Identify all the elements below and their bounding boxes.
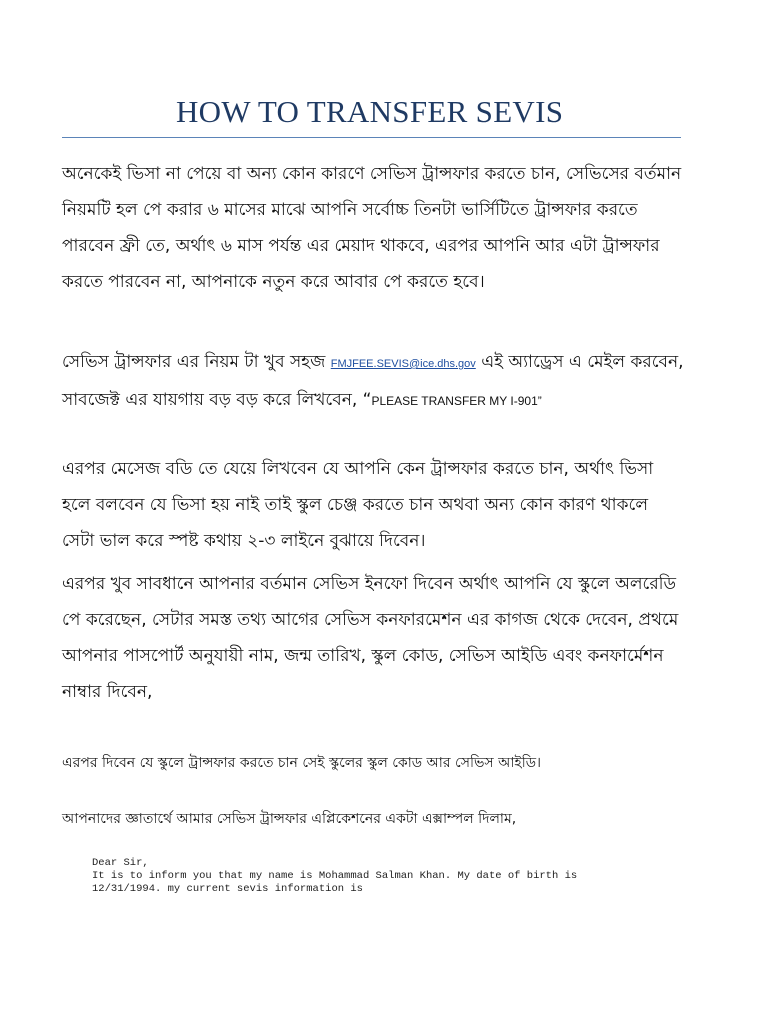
example-letter xyxy=(92,857,712,896)
letter-line: 12/31/1994. my current sevis information is xyxy=(92,883,363,895)
paragraph-intro: অনেকেই ভিসা না পেয়ে বা অন্য কোন কারণে সেভিস ট্রান্সফার করতে চান, সেভিসের বর্তমান নিয়মটি হল পে করার ৬ মাসের মাঝে আপনি সর্বোচ্চ তিনটা ভার্সিটিতে ট্রান্সফার করতে পারবেন ফ্রী তে, অর্থাৎ ৬ মাস পর্যন্ত এর মেয়াদ থাকবে, এরপর আপনি আর এটা ট্রান্সফার করতে পারবেন না, আপনাকে নতুন করে আবার পে করতে হবে। xyxy=(62,164,682,292)
paragraph-email-rule xyxy=(62,344,684,419)
paragraph-new-school: এরপর দিবেন যে স্কুলে ট্রান্সফার করতে চান সেই স্কুলের স্কুল কোড আর সেভিস আইডি। xyxy=(62,755,542,771)
letter-line: Dear Sir, xyxy=(92,857,149,869)
letter-line: It is to inform you that my name is Mohammad Salman Khan. My date of birth is xyxy=(92,870,578,882)
paragraph-email-rule-text-2: এই অ্যাড্রেস এ মেইল করবেন, সাবজেক্ট এর যায়গায় বড় বড় করে লিখবেন, “ xyxy=(62,352,684,410)
paragraph-email-rule-text: সেভিস ট্রান্সফার এর নিয়ম টা খুব সহজ xyxy=(62,352,326,372)
paragraph-example-intro: আপনাদের জ্ঞাতার্থে আমার সেভিস ট্রান্সফার এপ্লিকেশনের একটা এক্সাম্পল দিলাম, xyxy=(62,811,517,827)
email-link[interactable]: FMJFEE.SEVIS@ice.dhs.gov xyxy=(330,358,476,370)
document-title: HOW TO TRANSFER SEVIS xyxy=(176,94,564,129)
paragraph-current-info: এরপর খুব সাবধানে আপনার বর্তমান সেভিস ইনফো দিবেন অর্থাৎ আপনি যে স্কুলে অলরেডি পে করেছেন, সেটার সমস্ত তথ্য আগের সেভিস কনফারমেশন এর কাগজ থেকে দেবেন, প্রথমে আপনার পাসপোর্ট অনুযায়ী নাম, জন্ম তারিখ, স্কুল কোড, সেভিস আইডি এবং কনফার্মেশন নাম্বার দিবেন, xyxy=(62,574,679,702)
title-underline xyxy=(62,137,681,138)
paragraph-message-body: এরপর মেসেজ বডি তে যেয়ে লিখবেন যে আপনি কেন ট্রান্সফার করতে চান, অর্থাৎ ভিসা হলে বলবেন যে ভিসা হয় নাই তাই স্কুল চেঞ্জ করতে চান অথবা অন্য কোন কারণ থাকলে সেটা ভাল করে স্পষ্ট কথায় ২-৩ লাইনে বুঝায়ে দিবেন। xyxy=(62,459,654,551)
subject-line-text: PLEASE TRANSFER MY I-901” xyxy=(371,394,542,408)
